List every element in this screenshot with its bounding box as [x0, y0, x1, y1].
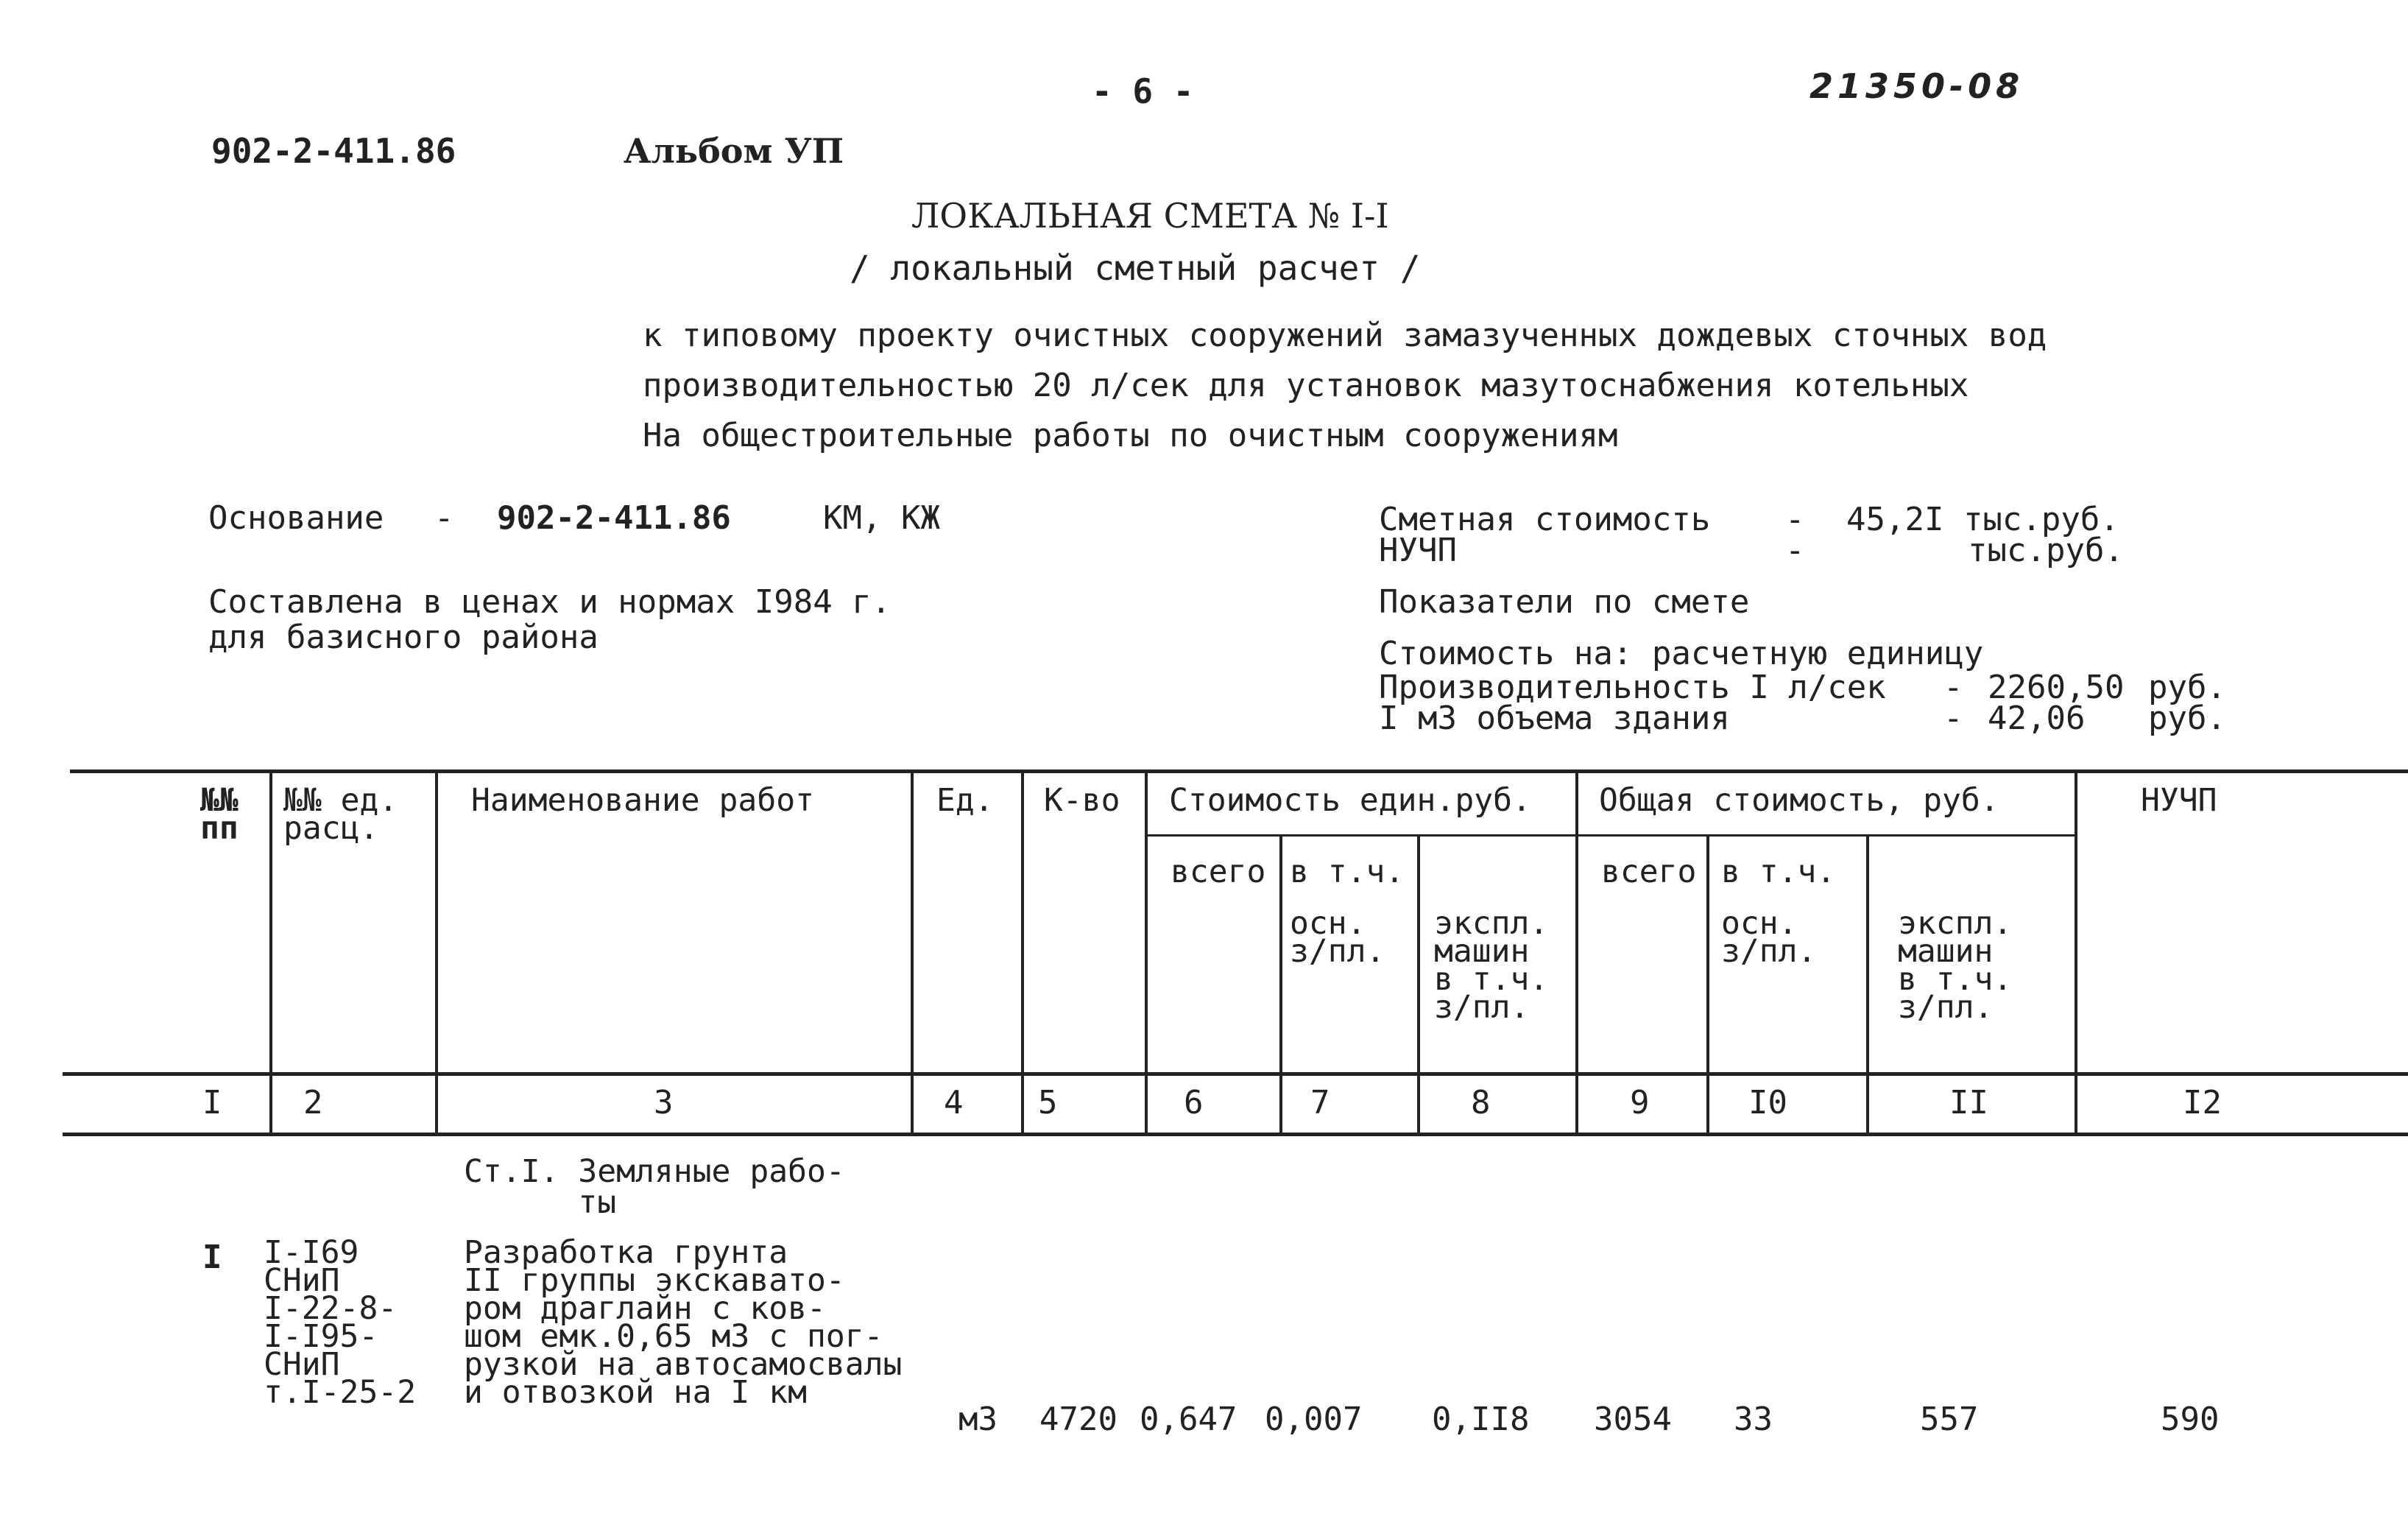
project-code: 902-2-411.86 — [211, 131, 456, 171]
indicator-value-2: 42,06 — [1988, 700, 2086, 737]
nuchp-label: НУЧП — [1379, 532, 1457, 569]
row-rate-codes: I-I69 СНиП I-22-8- I-I95- СНиП т.I-25-2 — [264, 1234, 417, 1411]
header-row-num: №№ пп — [200, 782, 239, 847]
col-divider-1 — [269, 770, 272, 1133]
estimate-title: ЛОКАЛЬНАЯ СМЕТА № I-I — [911, 196, 1389, 236]
row-nuchp: 590 — [2161, 1401, 2220, 1438]
column-number-8: 8 — [1471, 1084, 1491, 1121]
header-unit: Ед. — [936, 782, 994, 819]
col-divider-8 — [1575, 770, 1578, 1133]
header-unit-total: всего — [1171, 853, 1266, 890]
indicator-label-1: Производительность I л/сек — [1379, 669, 1886, 706]
indicators-title: Показатели по смете — [1379, 583, 1750, 621]
col-divider-6 — [1279, 834, 1282, 1133]
column-number-7: 7 — [1310, 1084, 1330, 1121]
nuchp-dash: - — [1785, 532, 1805, 569]
column-number-6: 6 — [1184, 1084, 1204, 1121]
col-divider-5 — [1145, 770, 1148, 1133]
row-unit-total: 0,647 — [1140, 1401, 1237, 1438]
header-total-incl: в т.ч. — [1721, 853, 1836, 890]
prices-line-2: для базисного района — [208, 619, 599, 656]
purpose-line-3: На общестроительные работы по очистным сооружениям — [643, 417, 1618, 454]
basis-code: 902-2-411.86 — [497, 499, 731, 537]
indicator-value-1: 2260,50 — [1988, 669, 2125, 706]
document-code: 21350-08 — [1809, 66, 2024, 106]
purpose-line-2: производительностью 20 л/сек для установок мазутоснабжения котельных — [643, 367, 1969, 404]
column-number-2: 2 — [303, 1084, 323, 1121]
cost-value: 45,2I тыс.руб. — [1846, 501, 2119, 538]
basis-marks: КМ, КЖ — [823, 499, 940, 537]
column-number-4: 4 — [944, 1084, 964, 1121]
header-total-base-pay: осн. з/пл. — [1721, 905, 1817, 970]
nuchp-value: тыс.руб. — [1968, 532, 2124, 569]
header-unit-base-pay: осн. з/пл. — [1290, 905, 1385, 970]
header-unit-machines: экспл. машин в т.ч. з/пл. — [1434, 905, 1549, 1026]
header-work-name: Наименование работ — [471, 782, 814, 819]
row-work-name: Разработка грунта II группы экскавато- ром драглайн с ков- шом емк.0,65 м3 с пог- рузкой на автосамосвалы и отвозкой на I км — [464, 1234, 903, 1411]
column-number-11: II — [1949, 1084, 1988, 1121]
basis-label: Основание — [208, 499, 384, 537]
row-unit-base-pay: 0,007 — [1265, 1401, 1363, 1438]
purpose-line-1: к типовому проекту очистных сооружений замазученных дождевых сточных вод — [643, 317, 2047, 354]
table-top-rule — [70, 770, 2408, 773]
column-number-9: 9 — [1630, 1084, 1650, 1121]
header-bottom-rule — [63, 1072, 2408, 1076]
column-number-1: I — [202, 1084, 222, 1121]
cost-label: Сметная стоимость — [1379, 501, 1711, 538]
col-divider-3 — [911, 770, 914, 1133]
column-number-10: I0 — [1748, 1084, 1787, 1121]
indicator-unit-2: руб. — [2148, 700, 2226, 737]
header-mid-rule-unit — [1145, 834, 1575, 837]
row-unit: м3 — [958, 1401, 998, 1438]
row-total: 3054 — [1594, 1401, 1672, 1438]
header-nuchp: НУЧП — [2141, 782, 2217, 819]
estimate-subtitle: / локальный сметный расчет / — [850, 248, 1421, 288]
column-number-3: 3 — [654, 1084, 674, 1121]
indicator-unit-1: руб. — [2148, 669, 2226, 706]
numbers-bottom-rule — [63, 1133, 2408, 1136]
header-unit-incl: в т.ч. — [1290, 853, 1405, 890]
column-number-12: I2 — [2183, 1084, 2222, 1121]
header-rate-num: №№ ед. расц. — [283, 782, 398, 847]
header-total-machines: экспл. машин в т.ч. з/пл. — [1898, 905, 2013, 1026]
col-divider-10 — [1866, 834, 1869, 1133]
header-unit-cost-group: Стоимость един.руб. — [1169, 782, 1531, 819]
header-total-total: всего — [1601, 853, 1697, 890]
header-total-cost-group: Общая стоимость, руб. — [1599, 782, 1999, 819]
column-number-5: 5 — [1038, 1084, 1058, 1121]
section-title: Ст.I. Земляные рабо- ты — [464, 1153, 845, 1221]
header-mid-rule-total — [1575, 834, 2076, 837]
row-total-base-pay: 33 — [1734, 1401, 1773, 1438]
unit-cost-label: Стоимость на: расчетную единицу — [1379, 635, 1984, 672]
page-number: - 6 - — [1092, 71, 1194, 111]
prices-line-1: Составлена в ценах и нормах I984 г. — [208, 583, 891, 621]
indicator-dash-2: - — [1943, 700, 1963, 737]
col-divider-11 — [2075, 770, 2077, 1133]
basis-dash: - — [434, 499, 454, 537]
header-quantity: К-во — [1044, 782, 1120, 819]
cost-dash: - — [1785, 501, 1805, 538]
row-number: I — [202, 1239, 222, 1276]
row-quantity: 4720 — [1039, 1401, 1118, 1438]
row-unit-machines: 0,II8 — [1432, 1401, 1530, 1438]
album-label: Альбом УП — [624, 131, 844, 171]
row-total-machines: 557 — [1920, 1401, 1979, 1438]
col-divider-2 — [435, 770, 438, 1133]
col-divider-9 — [1706, 834, 1709, 1133]
indicator-label-2: I м3 объема здания — [1379, 700, 1730, 737]
col-divider-4 — [1021, 770, 1024, 1133]
indicator-dash-1: - — [1943, 669, 1963, 706]
col-divider-7 — [1417, 834, 1420, 1133]
